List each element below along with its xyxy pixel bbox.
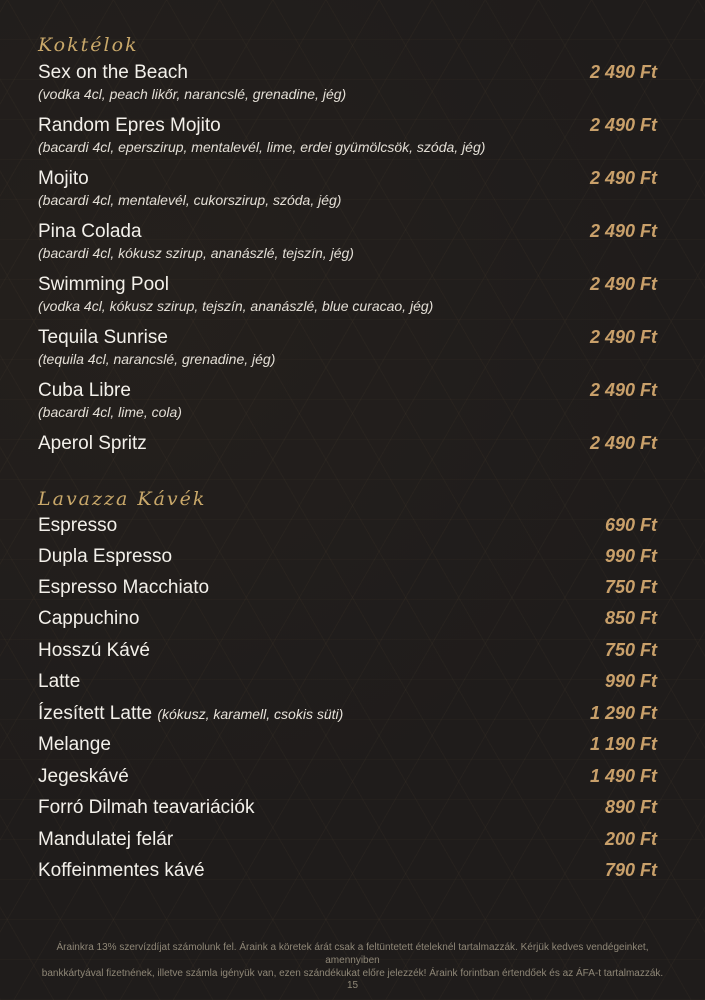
item-description: (vodka 4cl, kókusz szirup, tejszín, ananászlé, blue curacao, jég) xyxy=(38,298,434,314)
menu-item xyxy=(38,62,657,102)
item-price: 690 Ft xyxy=(604,515,657,535)
item-price: 2 490 Ft xyxy=(589,221,657,241)
item-name: Aperol Spritz xyxy=(38,433,147,454)
menu-item xyxy=(38,221,657,261)
item-price: 2 490 Ft xyxy=(589,327,657,347)
menu-item xyxy=(38,327,657,367)
item-name: Melange xyxy=(38,734,111,755)
menu-item xyxy=(38,671,657,693)
item-price: 2 490 Ft xyxy=(589,274,657,294)
item-name: Espresso xyxy=(38,515,118,536)
item-name: Swimming Pool xyxy=(38,274,169,295)
item-name: Mojito xyxy=(38,168,89,189)
menu-item xyxy=(38,577,657,599)
menu-item xyxy=(38,766,657,788)
item-price: 1 190 Ft xyxy=(589,734,657,754)
item-name: Latte xyxy=(38,671,81,692)
item-price: 890 Ft xyxy=(604,797,657,817)
item-price: 1 290 Ft xyxy=(589,703,657,723)
menu-item xyxy=(38,640,657,662)
menu-item xyxy=(38,608,657,630)
page-number: 15 xyxy=(346,980,359,991)
item-name: Random Epres Mojito xyxy=(38,115,221,136)
item-description: (bacardi 4cl, kókusz szirup, ananászlé, tejszín, jég) xyxy=(38,245,354,261)
item-name: Pina Colada xyxy=(38,221,142,242)
item-price: 790 Ft xyxy=(604,860,657,880)
item-inline-description: (kókusz, karamell, csokis süti) xyxy=(157,706,344,722)
menu-item xyxy=(38,829,657,851)
item-price: 2 490 Ft xyxy=(589,380,657,400)
item-name: Jegeskávé xyxy=(38,766,129,787)
item-name: Ízesített Latte xyxy=(38,703,153,724)
item-name: Espresso Macchiato xyxy=(38,577,210,598)
menu-item xyxy=(38,546,657,568)
footer-note xyxy=(30,941,675,980)
footer-line: Árainkra 13% szervízdíjat számolunk fel. Áraink a köretek árát csak a feltüntetett ételeknél tartalmazzák. Kérjük kedves vendégeinket, amennyiben xyxy=(56,942,649,966)
menu-item xyxy=(38,380,657,420)
menu-item xyxy=(38,168,657,208)
menu-item xyxy=(38,797,657,819)
item-price: 850 Ft xyxy=(604,608,657,628)
cocktails-section-title: Koktélok xyxy=(38,34,139,56)
item-name: Forró Dilmah teavariációk xyxy=(38,797,255,818)
item-name: Koffeinmentes kávé xyxy=(38,860,205,881)
item-price: 2 490 Ft xyxy=(589,62,657,82)
item-name: Dupla Espresso xyxy=(38,546,173,567)
menu-item xyxy=(38,115,657,155)
item-name: Cappuchino xyxy=(38,608,140,629)
item-price: 1 490 Ft xyxy=(589,766,657,786)
menu-item xyxy=(38,703,657,725)
item-description: (tequila 4cl, narancslé, grenadine, jég) xyxy=(38,351,276,367)
item-description: (bacardi 4cl, lime, cola) xyxy=(38,404,182,420)
item-price: 200 Ft xyxy=(604,829,657,849)
item-description: (vodka 4cl, peach likőr, narancslé, grenadine, jég) xyxy=(38,86,347,102)
menu-item xyxy=(38,860,657,882)
item-price: 990 Ft xyxy=(604,546,657,566)
item-price: 2 490 Ft xyxy=(589,433,657,453)
item-price: 750 Ft xyxy=(604,640,657,660)
item-name-row xyxy=(38,703,657,725)
item-name: Sex on the Beach xyxy=(38,62,188,83)
menu-item xyxy=(38,274,657,314)
item-price: 990 Ft xyxy=(604,671,657,691)
menu-item xyxy=(38,734,657,756)
footer-line: bankkártyával fizetnének, illetve számla igényük van, ezen szándékukat előre jelezzék! Áraink forintban értendőek és az ÁFA-t tartalmazzák. xyxy=(41,968,664,979)
item-name: Tequila Sunrise xyxy=(38,327,168,348)
item-name: Hosszú Kávé xyxy=(38,640,150,661)
menu-item xyxy=(38,433,657,455)
coffees-section-title: Lavazza Kávék xyxy=(38,488,207,510)
item-name: Cuba Libre xyxy=(38,380,131,401)
item-price: 2 490 Ft xyxy=(589,168,657,188)
item-description: (bacardi 4cl, eperszirup, mentalevél, lime, erdei gyümölcsök, szóda, jég) xyxy=(38,139,486,155)
item-description: (bacardi 4cl, mentalevél, cukorszirup, szóda, jég) xyxy=(38,192,342,208)
item-price: 750 Ft xyxy=(604,577,657,597)
item-name: Mandulatej felár xyxy=(38,829,174,850)
item-price: 2 490 Ft xyxy=(589,115,657,135)
menu-item xyxy=(38,515,657,537)
